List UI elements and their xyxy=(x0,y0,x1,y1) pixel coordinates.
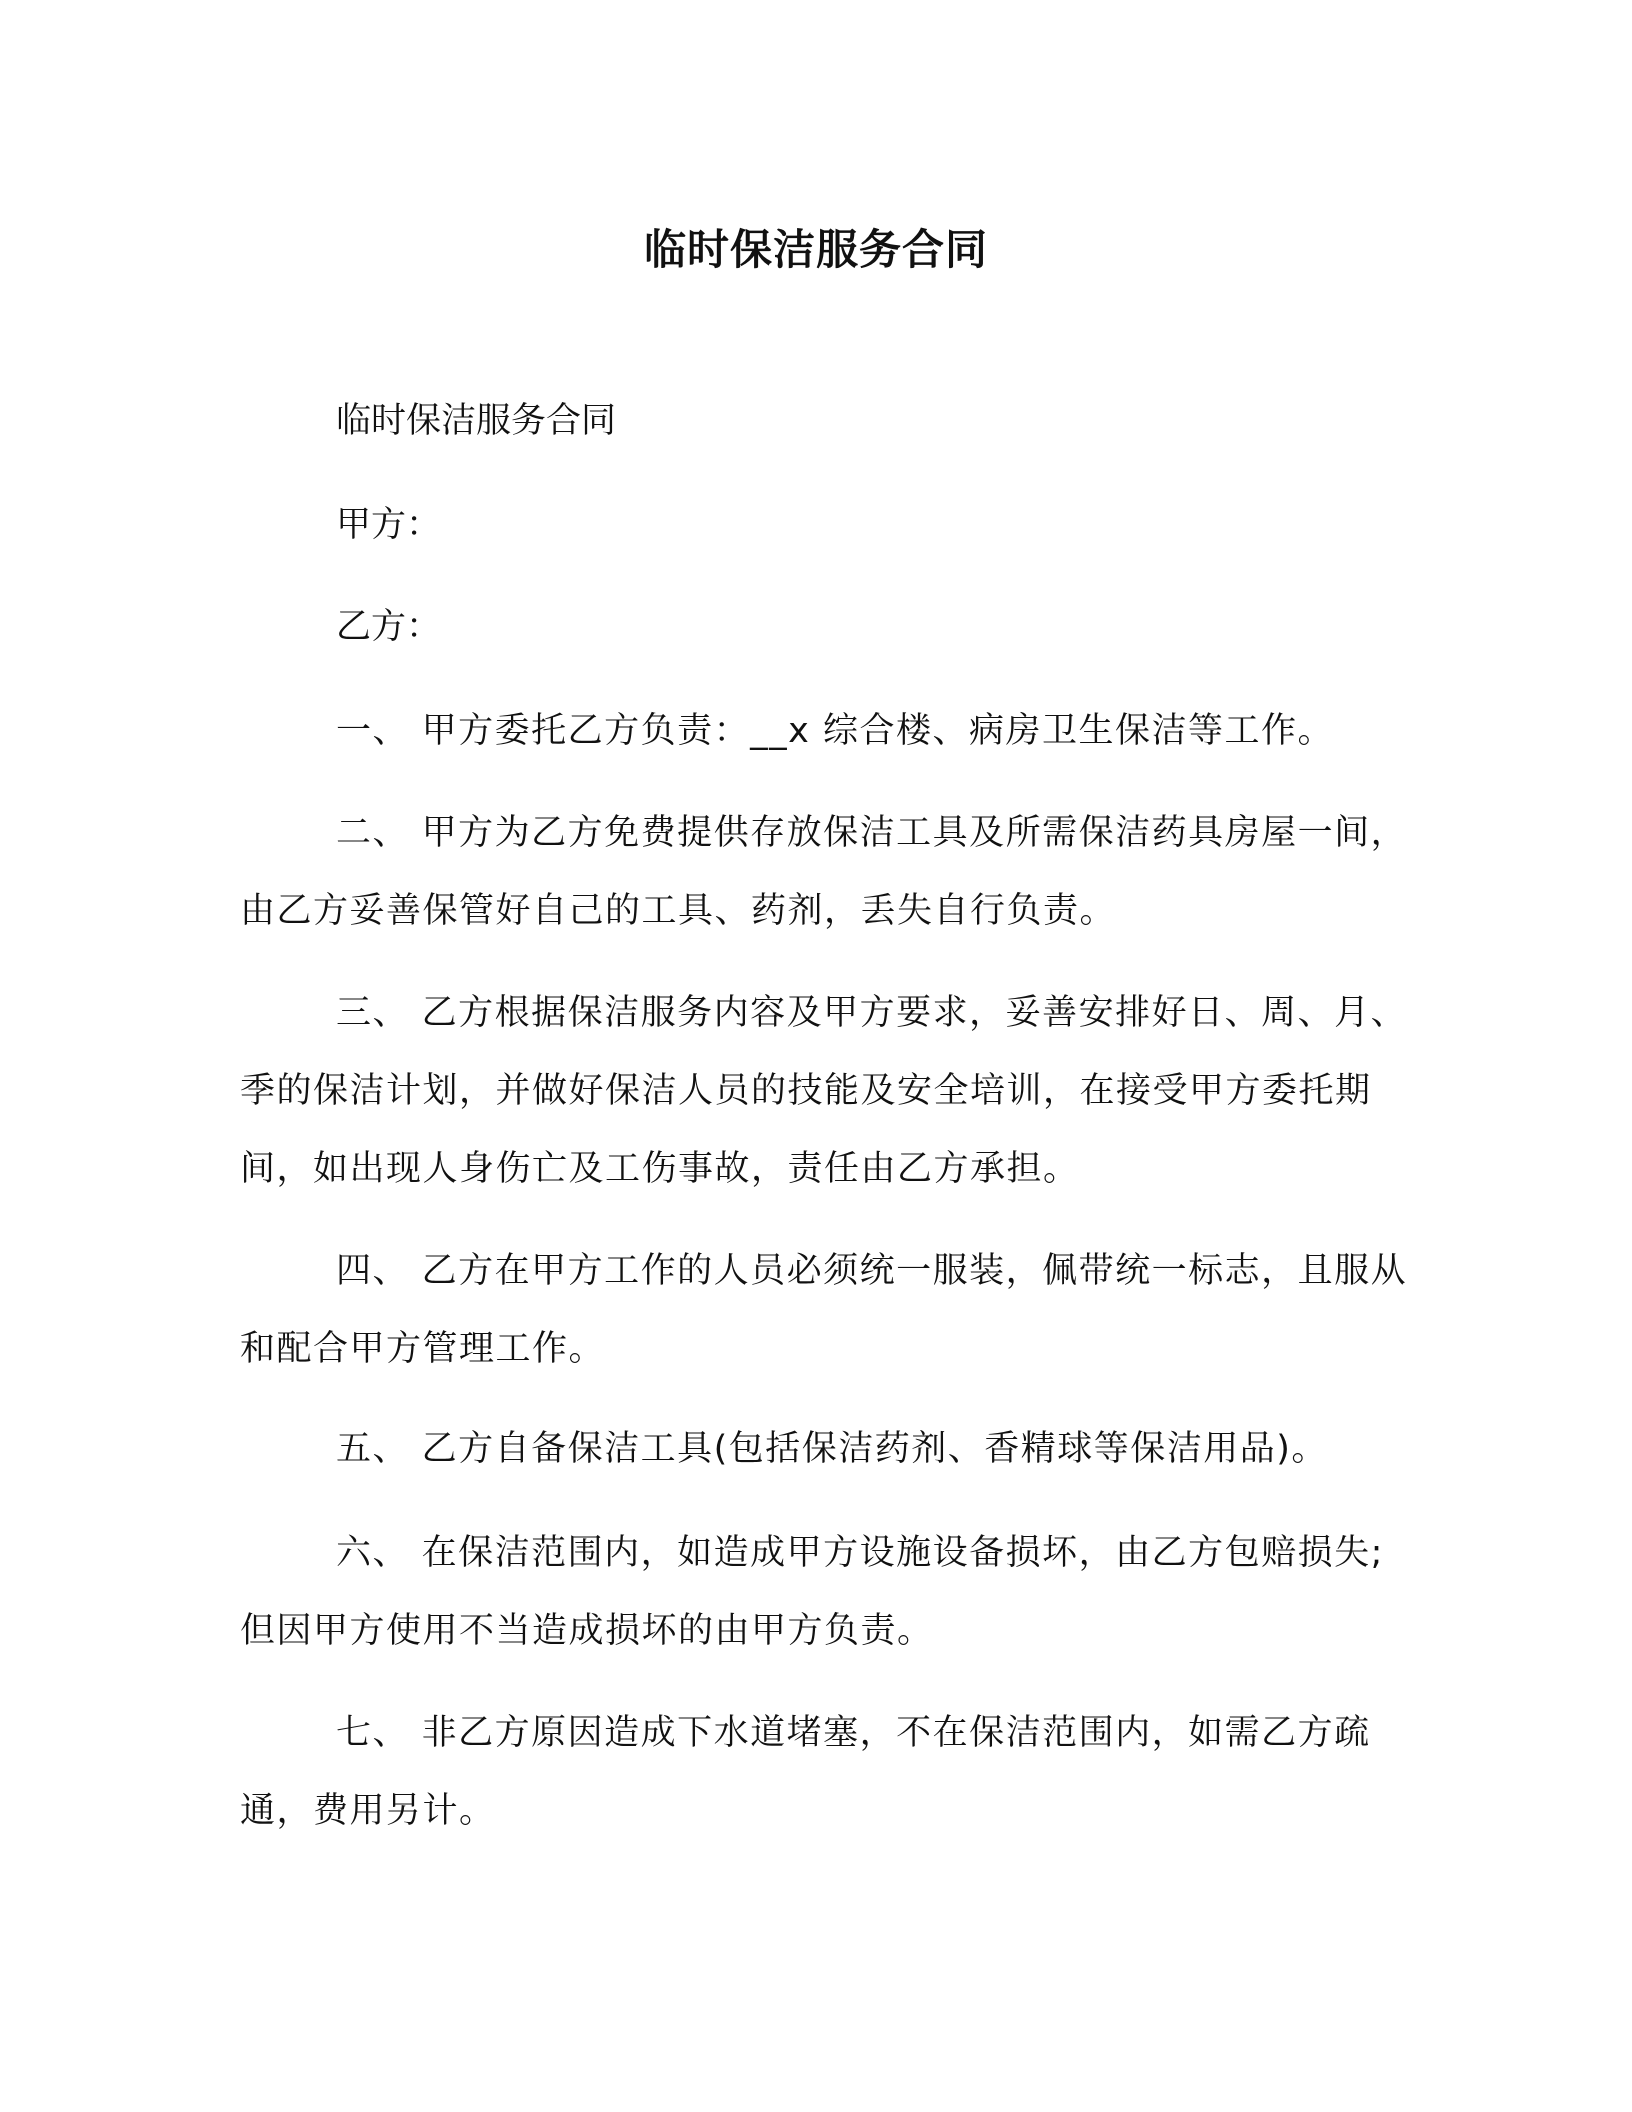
party-a-label: 甲方： xyxy=(336,505,442,545)
clause-3: 三、 乙方根据保洁服务内容及甲方要求，妥善安排好日、周、月、季的保洁计划，并做好保洁人员的技能及安全培训，在接受甲方委托期间，如出现人身伤亡及工伤事故，责任由乙方承担。 xyxy=(240,993,1408,1189)
clause-7: 七、 非乙方原因造成下水道堵塞，不在保洁范围内，如需乙方疏通，费用另计。 xyxy=(240,1713,1371,1831)
document-title: 临时保洁服务合同 xyxy=(643,225,988,274)
clause-1: 一、 甲方委托乙方负责：__x 综合楼、病房卫生保洁等工作。 xyxy=(336,711,1334,751)
clause-2: 二、 甲方为乙方免费提供存放保洁工具及所需保洁药具房屋一间，由乙方妥善保管好自己的工具、药剂，丢失自行负责。 xyxy=(240,813,1408,931)
clause-4: 四、 乙方在甲方工作的人员必须统一服装，佩带统一标志，且服从和配合甲方管理工作。 xyxy=(240,1251,1408,1369)
document-subtitle: 临时保洁服务合同 xyxy=(336,401,617,441)
clause-5: 五、 乙方自备保洁工具(包括保洁药剂、香精球等保洁用品)。 xyxy=(336,1429,1328,1469)
party-b-label: 乙方： xyxy=(336,607,442,647)
clause-6: 六、 在保洁范围内，如造成甲方设施设备损坏，由乙方包赔损失;但因甲方使用不当造成损坏的由甲方负责。 xyxy=(240,1533,1384,1651)
